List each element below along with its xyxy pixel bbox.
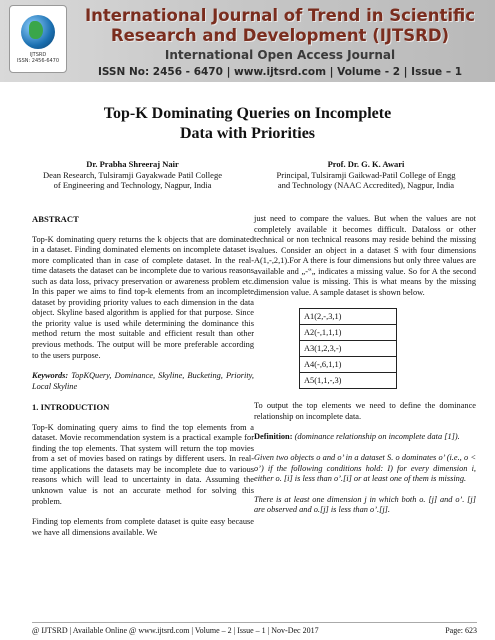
definition-label: Definition: (254, 432, 293, 442)
author-affiliation: Dean Research, Tulsiramji Gayakwade Patil College (43, 169, 222, 180)
journal-banner (0, 0, 495, 82)
page-footer (32, 622, 477, 635)
logo-caption: IJTSRD ISSN: 2456-6470 (16, 51, 60, 64)
sample-dataset-table (299, 308, 397, 389)
introduction-heading: 1. INTRODUCTION (32, 402, 110, 413)
journal-subtitle: International Open Access Journal (164, 48, 396, 62)
globe-icon (21, 15, 55, 49)
table-row (300, 341, 397, 357)
table-row (300, 373, 397, 389)
table-cell: A5(1,1,-,3) (300, 373, 397, 389)
definition-text: (dominance relationship on incomplete data [1]). (294, 432, 460, 442)
keywords (32, 371, 254, 392)
table-cell: A4(-,6,1,1) (300, 357, 397, 373)
journal-logo (9, 5, 67, 73)
definition (254, 432, 476, 443)
author-affiliation: and Technology (NAAC Accredited), Nagpur, India (277, 180, 455, 190)
footer-citation: @ IJTSRD | Available Online @ www.ijtsrd.com | Volume – 2 | Issue – 1 | Nov-Dec 2017 (32, 626, 319, 635)
issn-line: ISSN No: 2456 - 6470 | www.ijtsrd.com | Volume - 2 | Issue – 1 (97, 66, 463, 78)
intro-paragraph-1: Top-K dominating query aims to find the top elements from a dataset. Movie recommendation system is a practical example for finding the top elements. That system will return the top movies from a set of movies based on ratings by different users. In real-time applications the datasets may be incomplete due to various reasons which will lead to uncertainty in data. Assuming the unknown value is not an accurate method for solving this problem. (32, 422, 254, 506)
table-cell: A2(-,1,1,1) (300, 325, 397, 341)
body-paragraph-4: There is at least one dimension j in which both o. [j] and o’. [j] are observed and o.[j] is less than o’.[j]. (254, 494, 476, 515)
left-column (32, 214, 254, 548)
author-name: Dr. Prabha Shreeraj Nair (86, 159, 179, 169)
journal-title: International Journal of Trend in Scientific Research and Development (IJTSRD) (84, 6, 476, 45)
abstract-heading: ABSTRACT (32, 214, 79, 224)
body-paragraph-1: just need to compare the values. But when the values are not completely available it becomes difficult. Dataloss or other technical or non technical reasons may reside behind the missing values. Consider an object in a dataset S with four dimensions A(1,-,2,1).For A there is four dimensions but only three values are available and „-‟„ indicates a missing value. So for A the second dimension value is missing. This is what means by the missing dimension value. A sample dataset is shown below. (254, 214, 476, 297)
author-name: Prof. Dr. G. K. Awari (327, 159, 405, 169)
table-cell: A3(1,2,3,-) (300, 341, 397, 357)
table-cell: A1(2,-,3,1) (300, 309, 397, 325)
table-row (300, 309, 397, 325)
author-affiliation: of Engineering and Technology, Nagpur, India (53, 180, 212, 190)
keywords-label: Keywords: (32, 371, 69, 381)
intro-paragraph-2: Finding top elements from complete dataset is quite easy because we have all dimensions available. We (32, 517, 254, 537)
table-row (300, 357, 397, 373)
author-block-1 (20, 159, 245, 191)
author-affiliation: Principal, Tulsiramji Gaikwad-Patil College of Engg (276, 169, 456, 180)
body-paragraph-2: To output the top elements we need to define the dominance relationship on incomplete data. (254, 401, 476, 421)
table-row (300, 325, 397, 341)
right-column (254, 214, 476, 526)
keywords-text: TopKQuery, Dominance, Skyline, Bucketing, Priority, Local Skyline (32, 371, 254, 391)
body-paragraph-3: Given two objects o and o’ in a dataset S. o dominates o’ (i.e., o < o’) if the following conditions hold: I) for every dimension i, either o. [i] is less than o’.[i] or at least one of them is missing. (254, 453, 476, 484)
abstract-text: Top-K dominating query returns the k objects that are dominated in a dataset. Finding dominated elements on incomplete dataset is more complicated than in case of complete dataset. In the real- time datasets the dataset can be incomplete due to various reasons such as data loss, privacy preservation or awareness problem etc. In this paper we aims to find top-k elements from an incomplete dataset by providing priority values to each dimension in the data object. Skyline based algorithm is applied for that purpose. Since the priority value is used while determining the dominance this method return the most suitable and efficient result than other previous methods. The output will be more preferable according to the users purpose. (32, 234, 254, 360)
author-block-2 (252, 159, 480, 191)
page-number: Page: 623 (445, 626, 477, 635)
paper-title: Top-K Dominating Queries on Incomplete Data with Priorities (103, 105, 392, 142)
